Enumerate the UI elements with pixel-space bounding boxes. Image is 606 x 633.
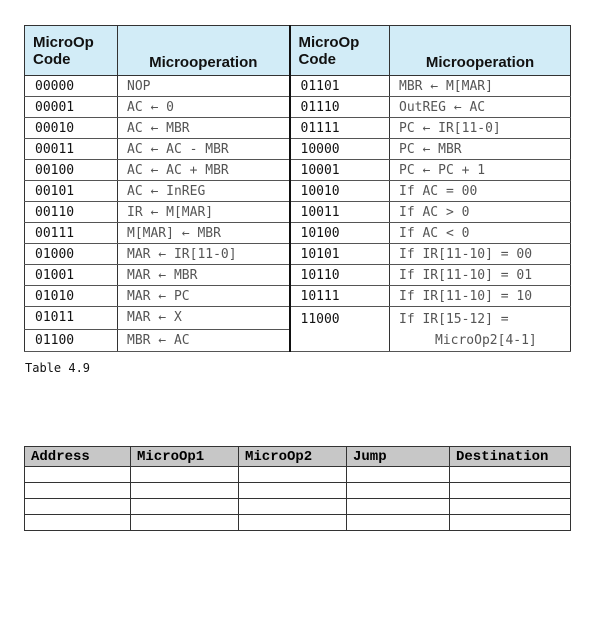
microoperation-row <box>25 286 571 307</box>
microop-code-cell: 01011 <box>25 307 118 330</box>
empty-cell <box>131 483 239 499</box>
microop-code-cell: 00001 <box>25 97 118 118</box>
microoperation-cell: AC ← InREG <box>118 181 290 202</box>
header-code-line2: Code <box>298 50 336 68</box>
empty-cell <box>131 515 239 531</box>
microoperation-cell: PC ← IR[11-0] <box>390 118 571 139</box>
empty-cell <box>347 467 450 483</box>
microop-code-cell: 01101 <box>290 76 390 97</box>
microoperation-cell: MAR ← PC <box>118 286 290 307</box>
microop-code-cell: 00101 <box>25 181 118 202</box>
microop-code-cell: 10110 <box>290 265 390 286</box>
microoperation-cell: If IR[11-10] = 00 <box>390 244 571 265</box>
microoperation-cell: If AC = 00 <box>390 181 571 202</box>
microoperation-cell: NOP <box>118 76 290 97</box>
microoperation-line1: If IR[15-12] = <box>399 312 509 327</box>
microop-code-cell: 10000 <box>290 139 390 160</box>
empty-cell <box>239 499 347 515</box>
column-header-microop1: MicroOp1 <box>131 447 239 467</box>
empty-cell <box>347 515 450 531</box>
empty-cell <box>239 467 347 483</box>
microop-code-cell: 00111 <box>25 223 118 244</box>
microoperation-header-row <box>25 26 571 76</box>
microoperation-line2: MicroOp2[4-1] <box>435 333 537 348</box>
table-row <box>25 499 571 515</box>
microoperation-cell: AC ← AC - MBR <box>118 139 290 160</box>
empty-cell <box>450 483 571 499</box>
microop-code-cell: 01000 <box>25 244 118 265</box>
microoperation-cell: MBR ← M[MAR] <box>390 76 571 97</box>
microoperation-cell: IR ← M[MAR] <box>118 202 290 223</box>
microoperation-cell: If IR[11-10] = 10 <box>390 286 571 307</box>
microoperation-row <box>25 160 571 181</box>
column-header-microop2: MicroOp2 <box>239 447 347 467</box>
header-code-line2: Code <box>33 50 71 68</box>
header-microop-code-left <box>25 26 118 76</box>
table-caption: Table 4.9 <box>25 361 91 375</box>
microoperation-cell: OutREG ← AC <box>390 97 571 118</box>
empty-cell <box>25 515 131 531</box>
empty-cell <box>347 483 450 499</box>
empty-cell <box>239 515 347 531</box>
microop-code-cell: 10011 <box>290 202 390 223</box>
empty-cell <box>450 515 571 531</box>
column-header-destination: Destination <box>450 447 571 467</box>
microop-code-cell: 01010 <box>25 286 118 307</box>
microoperation-cell: PC ← MBR <box>390 139 571 160</box>
table-row <box>25 515 571 531</box>
microoperation-cell: AC ← MBR <box>118 118 290 139</box>
microoperation-cell: If AC < 0 <box>390 223 571 244</box>
microoperation-table-body <box>25 76 571 352</box>
microop-code-cell: 01100 <box>25 329 118 352</box>
microoperation-cell-multiline <box>390 307 571 352</box>
microoperation-cell: M[MAR] ← MBR <box>118 223 290 244</box>
column-header-jump: Jump <box>347 447 450 467</box>
microoperation-row <box>25 118 571 139</box>
microoperation-table <box>24 25 571 352</box>
microoperation-row <box>25 223 571 244</box>
microoperation-row <box>25 97 571 118</box>
microop-code-cell: 10100 <box>290 223 390 244</box>
empty-cell <box>131 467 239 483</box>
table-row <box>25 467 571 483</box>
microop-code-cell: 00011 <box>25 139 118 160</box>
microop-code-cell: 11000 <box>290 307 390 352</box>
microop-code-cell: 01110 <box>290 97 390 118</box>
empty-cell <box>450 467 571 483</box>
microop-code-cell: 10101 <box>290 244 390 265</box>
microop-code-cell: 01001 <box>25 265 118 286</box>
microop-code-cell: 00010 <box>25 118 118 139</box>
empty-cell <box>347 499 450 515</box>
empty-cell <box>450 499 571 515</box>
microoperation-cell: MAR ← MBR <box>118 265 290 286</box>
microoperation-row <box>25 181 571 202</box>
microoperation-cell: MAR ← X <box>118 307 290 330</box>
microoperation-cell: PC ← PC + 1 <box>390 160 571 181</box>
microoperation-row <box>25 76 571 97</box>
microoperation-cell: If IR[11-10] = 01 <box>390 265 571 286</box>
empty-cell <box>25 499 131 515</box>
empty-cell <box>131 499 239 515</box>
header-code-line1: MicroOp <box>298 33 360 51</box>
header-microoperation-left: Microoperation <box>118 26 290 76</box>
microoperation-row <box>25 307 571 330</box>
header-microoperation-right: Microoperation <box>390 26 571 76</box>
table-row <box>25 483 571 499</box>
microoperation-row <box>25 202 571 223</box>
microop-code-cell: 10111 <box>290 286 390 307</box>
microoperation-row <box>25 265 571 286</box>
empty-cell <box>25 483 131 499</box>
microprogram-table <box>24 446 571 531</box>
microop-code-cell: 00000 <box>25 76 118 97</box>
microoperation-row <box>25 139 571 160</box>
microop-code-cell: 01111 <box>290 118 390 139</box>
microoperation-cell: MBR ← AC <box>118 329 290 352</box>
microop-code-cell: 00100 <box>25 160 118 181</box>
header-microop-code-right <box>290 26 390 76</box>
microop-code-cell: 00110 <box>25 202 118 223</box>
microop-code-cell: 10001 <box>290 160 390 181</box>
microoperation-cell: AC ← AC + MBR <box>118 160 290 181</box>
microoperation-cell: AC ← 0 <box>118 97 290 118</box>
microoperation-row <box>25 244 571 265</box>
microoperation-cell: MAR ← IR[11-0] <box>118 244 290 265</box>
empty-cell <box>239 483 347 499</box>
empty-cell <box>25 467 131 483</box>
microoperation-cell: If AC > 0 <box>390 202 571 223</box>
microprogram-table-body <box>25 467 571 531</box>
microop-code-cell: 10010 <box>290 181 390 202</box>
microprogram-header-row <box>25 447 571 467</box>
header-code-line1: MicroOp <box>33 33 94 51</box>
column-header-address: Address <box>25 447 131 467</box>
